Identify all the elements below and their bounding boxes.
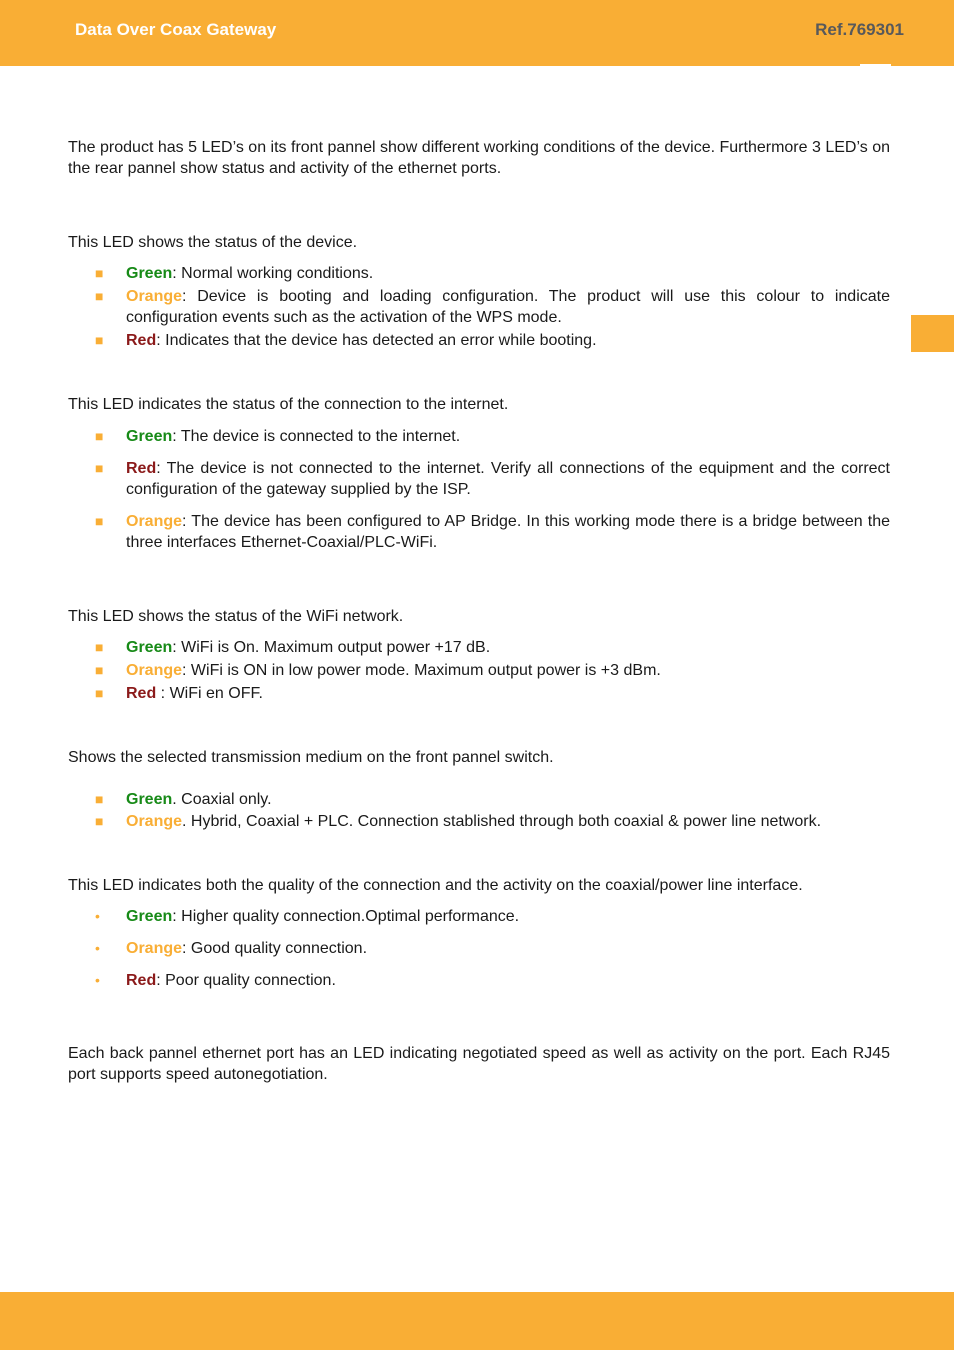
section-status-list [68,263,890,351]
dot-bullet-icon: • [95,908,100,924]
square-bullet-icon: ■ [95,428,104,444]
color-label: Green [126,428,173,445]
list-item [68,330,890,351]
item-text: : The device is not connected to the internet. Verify all connections of the equipment and the correct configuration of the gateway supplied by the ISP. [126,460,890,498]
color-label: Red [126,332,157,349]
item-text: . Hybrid, Coaxial + PLC. Connection stablished through both coaxial & power line network. [182,813,822,830]
section-status-text: This LED shows the status of the device. [68,234,358,251]
ethernet-paragraph: Each back pannel ethernet port has an LED indicating negotiated speed as well as activity on the port. Each RJ45 port supports speed autonegotiation. [68,1045,890,1083]
item-text: : Indicates that the device has detected an error while booting. [156,332,597,349]
item-text: : Normal working conditions. [172,265,374,282]
color-label: Green [126,791,173,808]
square-bullet-icon: ■ [95,791,104,807]
list-item [68,789,890,810]
square-bullet-icon: ■ [95,662,104,678]
list-item [68,683,890,704]
dot-bullet-icon: • [95,940,100,956]
section-internet-text: This LED indicates the status of the connection to the internet. [68,396,509,413]
square-bullet-icon: ■ [95,685,104,701]
square-bullet-icon: ■ [95,288,104,304]
list-item [68,906,890,927]
list-item [68,970,890,991]
color-label: Orange [126,813,183,830]
color-label: Red [126,685,157,702]
square-bullet-icon: ■ [95,639,104,655]
color-label: Green [126,908,173,925]
item-text: . Coaxial only. [172,791,272,808]
header-title: Data Over Coax Gateway [75,20,277,39]
side-tab [911,315,954,352]
header-tick [860,64,891,66]
item-text: : The device has been configured to AP Bridge. In this working mode there is a bridge between the three interfaces Ethernet-Coaxial/PLC-WiFi. [126,513,890,551]
header-reference: Ref.769301 [815,20,904,39]
item-text: : Higher quality connection.Optimal performance. [172,908,520,925]
page-header [0,0,954,66]
color-label: Orange [126,288,183,305]
color-label: Orange [126,940,183,957]
color-label: Red [126,460,157,477]
item-text: : WiFi en OFF. [156,685,263,702]
list-item [68,637,890,658]
list-item [68,263,890,284]
color-label: Orange [126,662,183,679]
color-label: Green [126,265,173,282]
item-text: : WiFi is On. Maximum output power +17 dB. [172,639,491,656]
list-item [68,426,890,447]
section-medium-text: Shows the selected transmission medium on the front pannel switch. [68,749,554,766]
page-footer [0,1292,954,1350]
square-bullet-icon: ■ [95,813,104,829]
section-quality-text: This LED indicates both the quality of the connection and the activity on the coaxial/power line interface. [68,877,803,894]
square-bullet-icon: ■ [95,460,104,476]
item-text: : Poor quality connection. [156,972,336,989]
section-wifi-text: This LED shows the status of the WiFi network. [68,608,404,625]
item-text: : Good quality connection. [182,940,368,957]
list-item [68,511,890,553]
square-bullet-icon: ■ [95,513,104,529]
list-item [68,811,890,832]
section-wifi-list [68,637,890,704]
section-medium-list [68,789,890,832]
list-item [68,938,890,959]
square-bullet-icon: ■ [95,332,104,348]
color-label: Green [126,639,173,656]
section-internet-list [68,426,890,553]
list-item [68,286,890,328]
list-item [68,660,890,681]
square-bullet-icon: ■ [95,265,104,281]
item-text: : WiFi is ON in low power mode. Maximum output power is +3 dBm. [182,662,661,679]
dot-bullet-icon: • [95,972,100,988]
page-content [68,137,890,1085]
color-label: Orange [126,513,183,530]
item-text: : Device is booting and loading configuration. The product will use this colour to indicate configuration events such as the activation of the WPS mode. [126,288,890,326]
list-item [68,458,890,500]
item-text: : The device is connected to the internet. [172,428,461,445]
intro-paragraph: The product has 5 LED’s on its front pannel show different working conditions of the device. Furthermore 3 LED’s on the rear pannel show status and activity of the ethernet ports. [68,139,890,177]
section-quality-list [68,906,890,991]
color-label: Red [126,972,157,989]
